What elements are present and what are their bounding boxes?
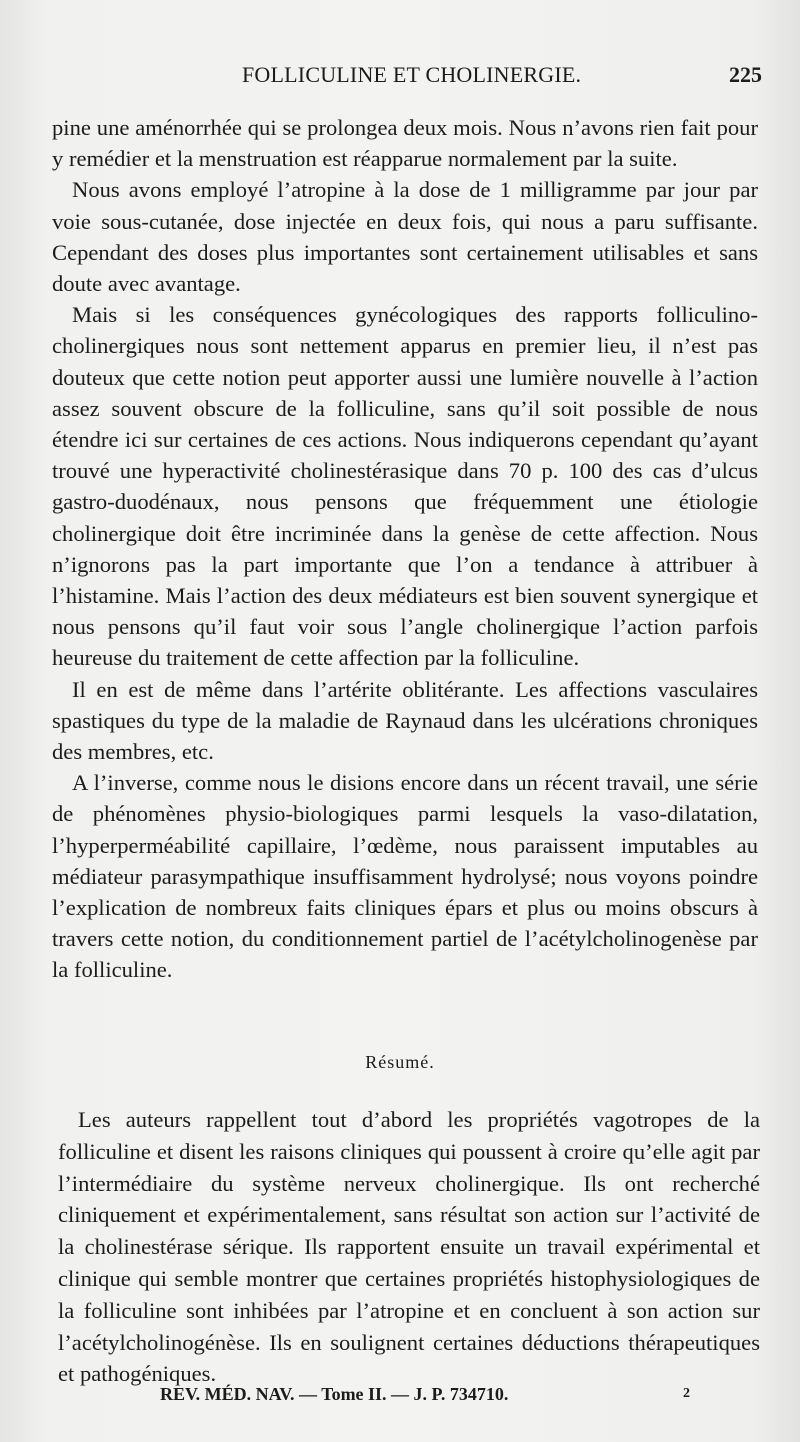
summary <box>58 1104 760 1390</box>
page-number: 225 <box>729 62 762 87</box>
resume-heading: Résumé. <box>365 1052 435 1072</box>
footer-reference: REV. MÉD. NAV. — Tome II. — J. P. 734710. <box>160 1384 509 1404</box>
running-title: FOLLICULINE ET CHOLINERGIE. <box>242 62 582 87</box>
summary-paragraph: Les auteurs rappellent tout d’abord les propriétés vagotropes de la folliculine et disent les raisons cliniques qui poussent à croire qu’elle agit par l’intermédiaire du système nerveux cholinergique. Ils ont recherché cliniquement et expérimentalement, sans résultat son action sur l’activité de la cholinestérase sérique. Ils rapportent ensuite un travail expérimental et clinique qui semble montrer que certaines propriétés histophysiologiques de la folliculine sont inhibées par l’atropine et en concluent à son action sur l’acétylcholinogénèse. Ils en soulignent certaines déductions thérapeutiques et pathogéniques. <box>58 1107 760 1387</box>
body-text <box>52 112 758 986</box>
paragraph-inverse: A l’inverse, comme nous le disions encore dans un récent travail, une série de phénomènes physio-biologiques parmi lesquels la vaso-dilatation, l’hyperperméabilité capillaire, l’œdème, nous paraissent imputables au médiateur parasympathique insuffisamment hydrolysé; nous voyons poindre l’explication de nombreux faits cliniques épars et plus ou moins obscurs à travers cette notion, du conditionnement partiel de l’acétylcholinogenèse par la folliculine. <box>52 770 758 983</box>
paragraph-arterite: Il en est de même dans l’artérite oblitérante. Les affections vasculaires spastiques du type de la maladie de Raynaud dans les ulcérations chroniques des membres, etc. <box>52 676 758 765</box>
paragraph-continued: pine une aménorrhée qui se prolongea deux mois. Nous n’avons rien fait pour y remédier et la menstruation est réapparue normalement par la suite. <box>52 115 758 172</box>
signature-mark: 2 <box>683 1386 690 1401</box>
page-footer <box>160 1384 690 1412</box>
paragraph-atropine-dose: Nous avons employé l’atropine à la dose de 1 milligramme par jour par voie sous-cutanée, dose injectée en deux fois, qui nous a paru suffisante. Cependant des doses plus importantes sont certainement utilisables et sans doute avec avantage. <box>52 177 758 297</box>
paragraph-consequences: Mais si les conséquences gynécologiques des rapports folliculino-cholinergiques nous sont nettement apparus en premier lieu, il n’est pas douteux que cette notion peut apporter aussi une lumière nouvelle à l’action assez souvent obscure de la folliculine, sans qu’il soit possible de nous étendre ici sur certaines de ces actions. Nous indiquerons cependant qu’ayant trouvé une hyperactivité cholinestérasique dans 70 p. 100 des cas d’ulcus gastro-duodénaux, nous pensons que fréquemment une étiologie cholinergique doit être incriminée dans la genèse de cette affection. Nous n’ignorons pas la part importante que l’on a tendance à attribuer à l’histamine. Mais l’action des deux médiateurs est bien souvent synergique et nous pensons qu’il faut voir sous l’angle cholinergique l’action parfois heureuse du traitement de cette affection par la folliculine. <box>52 302 758 671</box>
page-header <box>52 62 762 98</box>
